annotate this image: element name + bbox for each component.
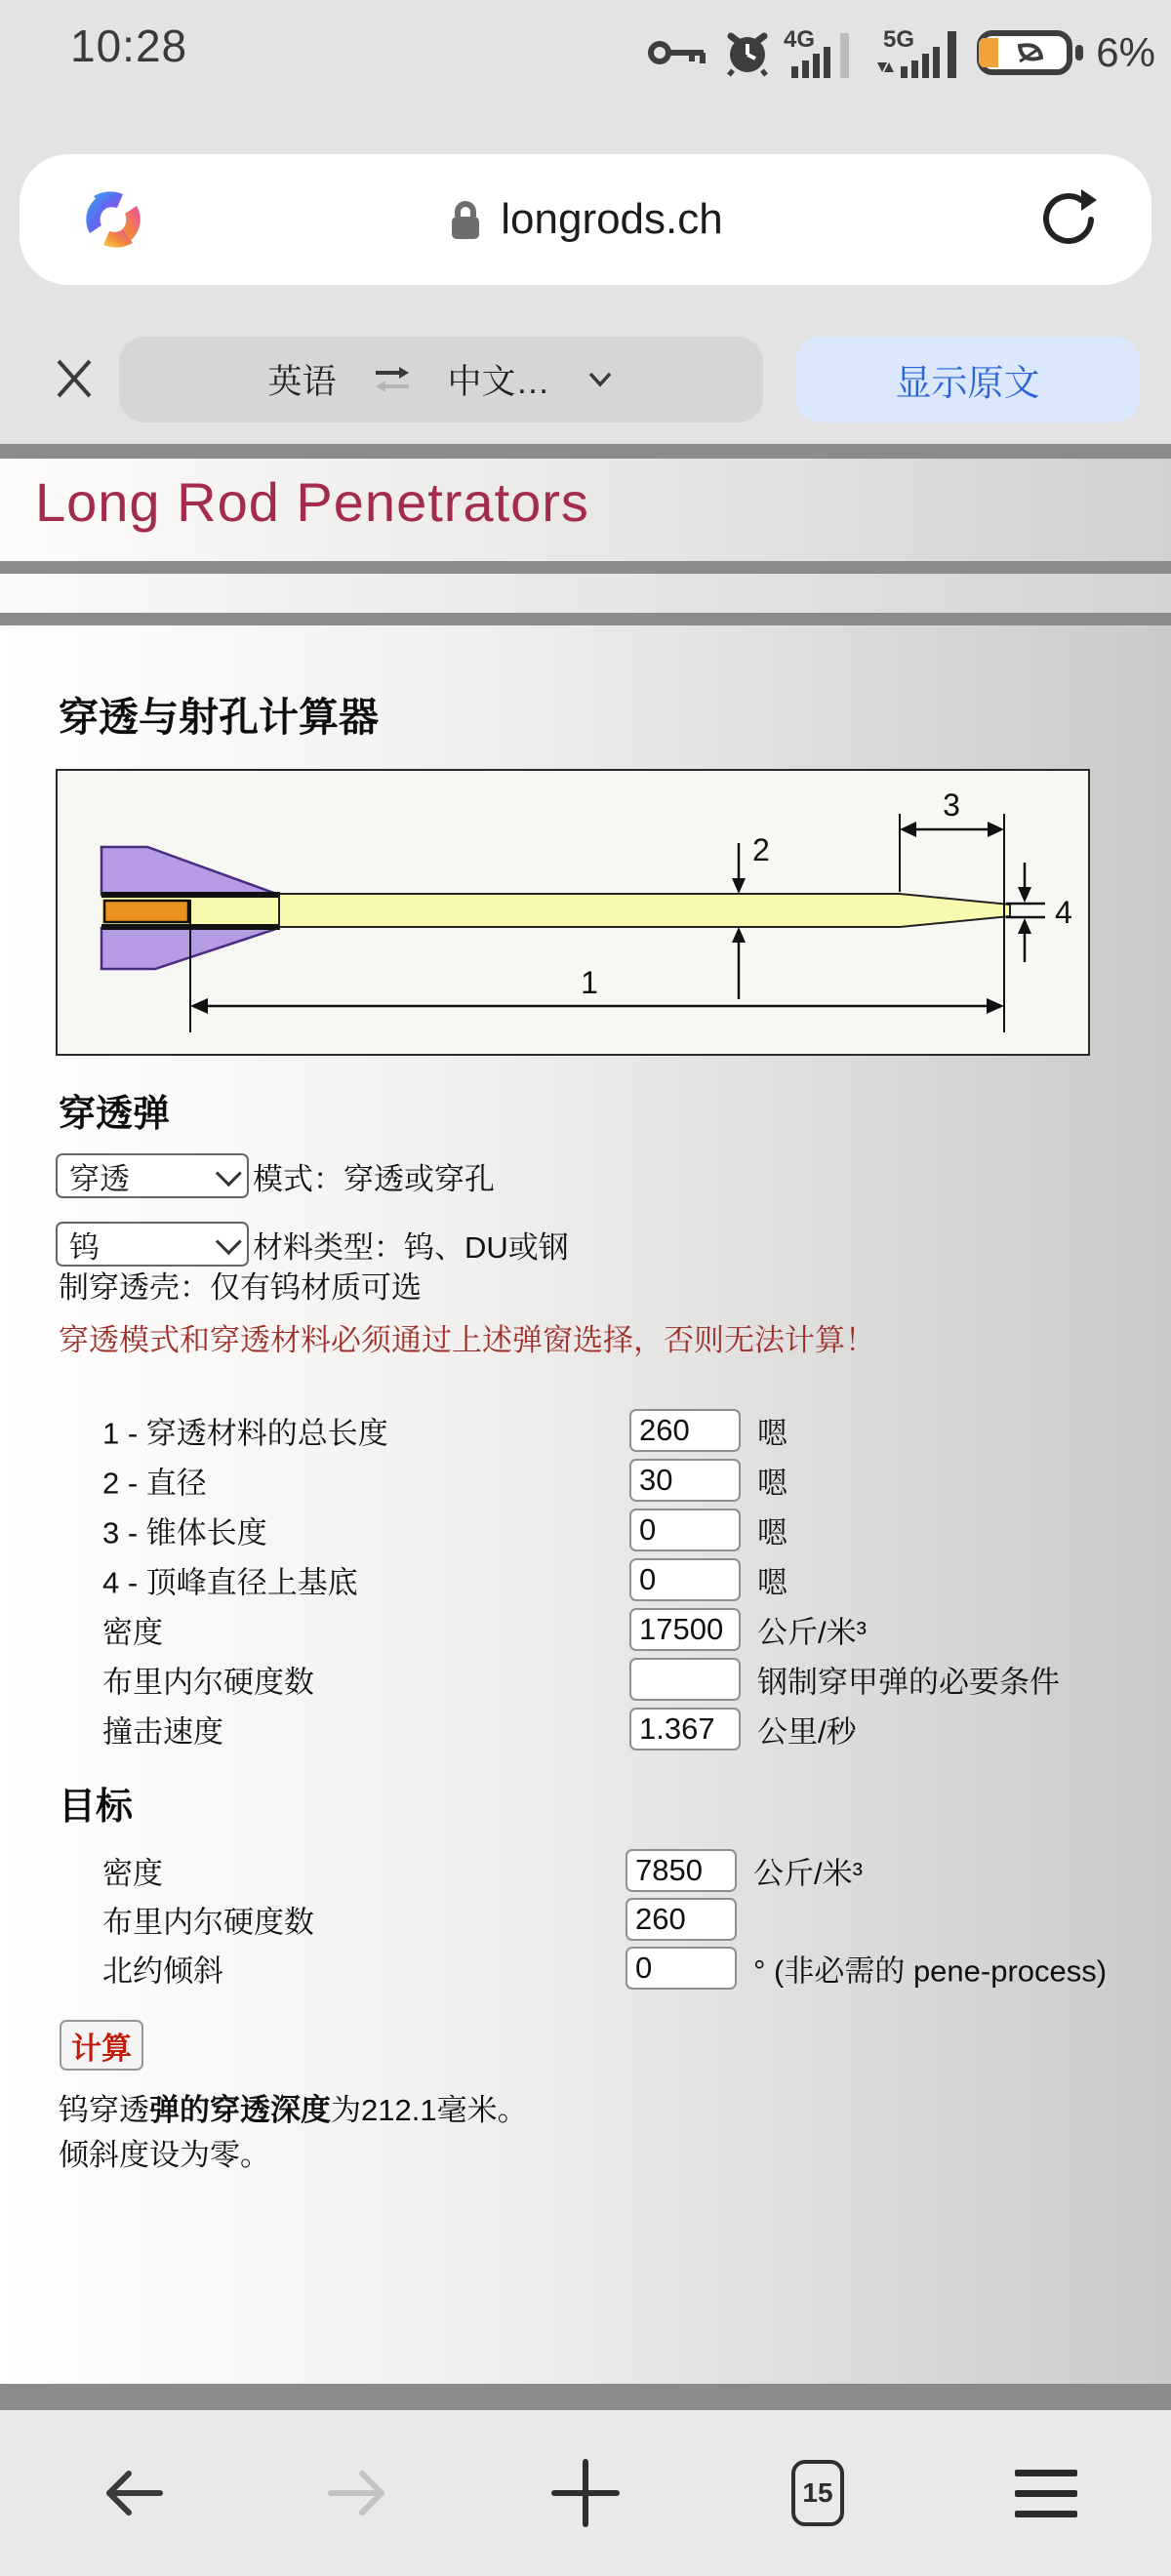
chevron-down-icon bbox=[586, 370, 615, 389]
divider-bar bbox=[0, 613, 1171, 625]
field-row bbox=[0, 1946, 1171, 1991]
dim-label-3: 3 bbox=[943, 787, 960, 823]
battery-saver-icon bbox=[977, 26, 1086, 79]
field-unit: 公里/秒 bbox=[757, 1714, 857, 1750]
forward-icon bbox=[325, 2466, 393, 2520]
new-tab-button[interactable] bbox=[546, 2410, 625, 2576]
material-select-label: 材料类型：钨、DU或钢 bbox=[253, 1229, 569, 1265]
mode-select-value: 穿透 bbox=[69, 1161, 130, 1196]
field-label: 北约倾斜 bbox=[102, 1953, 223, 1989]
mode-select-row bbox=[56, 1153, 495, 1198]
banner-strip bbox=[0, 574, 1171, 613]
field-label: 密度 bbox=[102, 1615, 163, 1650]
section-penetrator: 穿透弹 bbox=[59, 1094, 171, 1135]
material-select-row bbox=[56, 1222, 569, 1267]
close-icon[interactable] bbox=[51, 355, 98, 402]
field-unit: 嗯 bbox=[757, 1416, 787, 1451]
forward-button[interactable] bbox=[320, 2410, 398, 2576]
dim-label-2: 2 bbox=[752, 832, 770, 867]
target-language: 中文… bbox=[447, 363, 550, 401]
mode-select[interactable] bbox=[56, 1153, 249, 1198]
nato-angle-input[interactable] bbox=[626, 1947, 737, 1990]
tab-count: 15 bbox=[802, 2477, 833, 2508]
field-unit: 钢制穿甲弹的必要条件 bbox=[757, 1665, 1060, 1700]
signal-5g-icon bbox=[873, 25, 967, 80]
field-label: 布里内尔硬度数 bbox=[102, 1905, 314, 1940]
site-banner bbox=[0, 459, 1171, 561]
menu-button[interactable] bbox=[1007, 2410, 1085, 2576]
battery-percent: 6% bbox=[1096, 29, 1155, 75]
source-language: 英语 bbox=[267, 363, 337, 401]
key-icon bbox=[647, 31, 711, 74]
show-original-button[interactable]: 显示原文 bbox=[795, 337, 1140, 423]
field-label: 4 - 顶峰直径上基底 bbox=[102, 1565, 358, 1600]
field-label: 1 - 穿透材料的总长度 bbox=[102, 1416, 388, 1451]
total-length-input[interactable] bbox=[629, 1409, 741, 1452]
svg-text:4G: 4G bbox=[784, 26, 816, 53]
material-note: 制穿透壳：仅有钨材质可选 bbox=[59, 1270, 422, 1305]
swap-languages-icon bbox=[372, 363, 413, 396]
penetrator-diagram bbox=[56, 769, 1090, 1056]
field-row bbox=[0, 1897, 1171, 1942]
field-row bbox=[0, 1707, 1171, 1751]
chevron-down-icon bbox=[216, 1160, 242, 1187]
penetrator-drawing bbox=[58, 771, 1084, 1050]
diameter-input[interactable] bbox=[629, 1459, 741, 1502]
refresh-icon[interactable] bbox=[1036, 187, 1101, 252]
chevron-down-icon bbox=[216, 1228, 242, 1255]
field-row bbox=[0, 1657, 1171, 1702]
calculate-button[interactable]: 计算 bbox=[60, 2020, 143, 2071]
field-row bbox=[0, 1607, 1171, 1652]
field-unit: 嗯 bbox=[757, 1515, 787, 1550]
page-bottom-bar bbox=[0, 2384, 1171, 2410]
field-label: 2 - 直径 bbox=[102, 1466, 207, 1501]
tabs-button[interactable] bbox=[779, 2410, 857, 2576]
tab-count-icon bbox=[791, 2460, 844, 2526]
warning-text: 穿透模式和穿透材料必须通过上述弹窗选择，否则无法计算！ bbox=[59, 1323, 875, 1357]
section-target: 目标 bbox=[59, 1787, 134, 1828]
lock-icon bbox=[448, 197, 483, 242]
density-input[interactable] bbox=[629, 1608, 741, 1651]
status-time: 10:28 bbox=[70, 20, 188, 71]
field-row bbox=[0, 1408, 1171, 1453]
tip-diameter-input[interactable] bbox=[629, 1558, 741, 1601]
field-row bbox=[0, 1848, 1171, 1893]
browser-toolbar bbox=[0, 2410, 1171, 2576]
dim-label-1: 1 bbox=[581, 965, 598, 1000]
target-brinell-input[interactable] bbox=[626, 1898, 737, 1941]
divider-bar bbox=[0, 444, 1171, 459]
back-button[interactable] bbox=[93, 2410, 171, 2576]
language-selector[interactable] bbox=[119, 337, 763, 423]
field-label: 密度 bbox=[102, 1856, 163, 1891]
field-unit: 公斤/米³ bbox=[753, 1856, 863, 1891]
field-row bbox=[0, 1557, 1171, 1602]
url-text: longrods.ch bbox=[501, 195, 723, 243]
field-row bbox=[0, 1458, 1171, 1503]
divider-bar bbox=[0, 561, 1171, 574]
page-title: 穿透与射孔计算器 bbox=[59, 695, 379, 740]
result-line-2: 倾斜度设为零。 bbox=[59, 2138, 270, 2172]
cone-length-input[interactable] bbox=[629, 1509, 741, 1551]
result-text bbox=[59, 2088, 528, 2178]
field-unit: 嗯 bbox=[757, 1565, 787, 1600]
status-icons bbox=[647, 25, 1155, 80]
material-select[interactable] bbox=[56, 1222, 249, 1267]
svg-text:5G: 5G bbox=[883, 26, 915, 53]
material-select-value: 钨 bbox=[69, 1229, 100, 1265]
signal-4g-icon bbox=[784, 25, 864, 80]
mode-select-label: 模式：穿透或穿孔 bbox=[253, 1161, 495, 1196]
url-bar[interactable] bbox=[20, 154, 1151, 285]
field-unit: ° (非必需的 pene-process) bbox=[753, 1953, 1108, 1989]
alarm-icon bbox=[721, 26, 774, 79]
field-label: 撞击速度 bbox=[102, 1714, 223, 1750]
impact-velocity-input[interactable] bbox=[629, 1708, 741, 1751]
result-line-1: 钨穿透弹的穿透深度为212.1毫米。 bbox=[59, 2093, 528, 2127]
dim-label-4: 4 bbox=[1055, 895, 1072, 930]
field-row bbox=[0, 1508, 1171, 1552]
menu-icon bbox=[1015, 2470, 1077, 2517]
field-label: 3 - 锥体长度 bbox=[102, 1515, 267, 1550]
back-icon bbox=[98, 2466, 166, 2520]
site-title: Long Rod Penetrators bbox=[35, 471, 589, 533]
field-label: 布里内尔硬度数 bbox=[102, 1665, 314, 1700]
field-unit: 公斤/米³ bbox=[757, 1615, 867, 1650]
field-unit: 嗯 bbox=[757, 1466, 787, 1501]
brinell-input[interactable] bbox=[629, 1658, 741, 1701]
target-density-input[interactable] bbox=[626, 1849, 737, 1892]
